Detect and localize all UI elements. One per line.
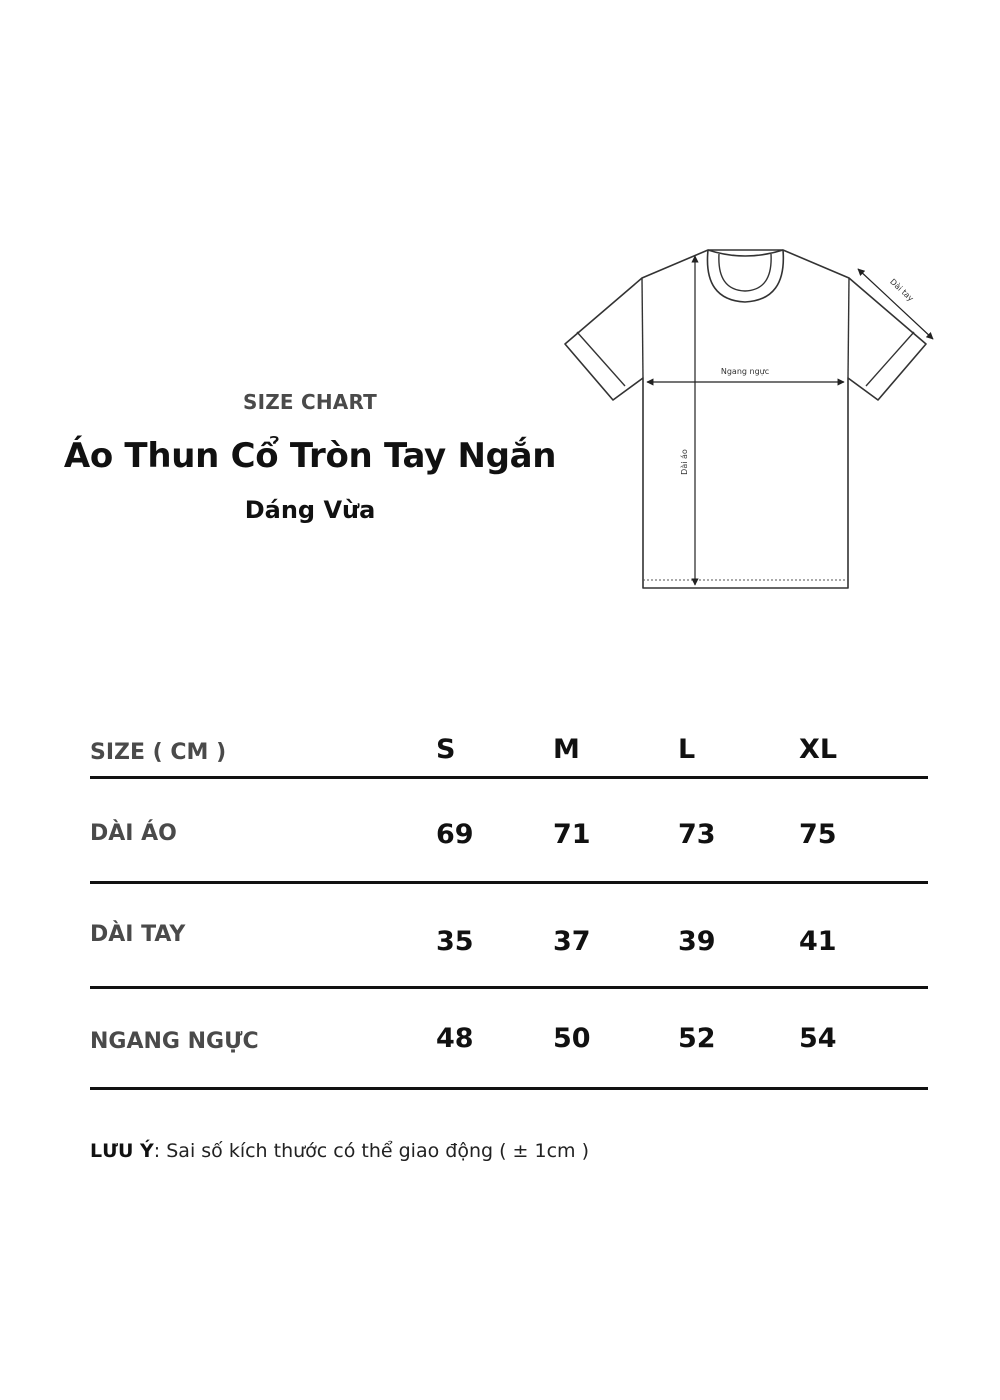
table-cell: 54 xyxy=(799,1023,837,1054)
table-cell: 50 xyxy=(553,1023,591,1054)
sleeve-measure-label: Dài tay xyxy=(888,277,916,304)
table-cell: 48 xyxy=(436,1023,474,1054)
table-cell: 52 xyxy=(678,1023,716,1054)
size-header-xl: XL xyxy=(799,734,838,765)
measurement-note xyxy=(90,1140,589,1162)
size-header-l: L xyxy=(678,734,696,765)
product-fit: Dáng Vừa xyxy=(244,496,376,524)
tshirt-measurement-diagram xyxy=(555,240,950,600)
table-row xyxy=(90,779,928,884)
table-cell: 41 xyxy=(799,926,837,957)
table-row xyxy=(90,884,928,989)
length-measure-label: Dài áo xyxy=(680,449,689,475)
chest-measure-label: Ngang ngực xyxy=(720,367,770,376)
table-cell: 69 xyxy=(436,819,474,850)
size-header-m: M xyxy=(553,734,580,765)
table-cell: 75 xyxy=(799,819,837,850)
row-label-chest: NGANG NGỰC xyxy=(90,1029,259,1054)
table-cell: 37 xyxy=(553,926,591,957)
size-header-s: S xyxy=(436,734,456,765)
size-chart-eyebrow: SIZE CHART xyxy=(242,390,377,414)
product-title: Áo Thun Cổ Tròn Tay Ngắn xyxy=(63,436,557,476)
row-label-sleeve: DÀI TAY xyxy=(90,922,186,947)
table-cell: 39 xyxy=(678,926,716,957)
size-unit-header: SIZE ( CM ) xyxy=(90,740,227,765)
note-label: LƯU Ý xyxy=(90,1140,154,1162)
table-cell: 71 xyxy=(553,819,591,850)
row-label-length: DÀI ÁO xyxy=(90,821,177,846)
table-header-row xyxy=(90,720,928,779)
note-text: : Sai số kích thước có thể giao động ( ± 1cm ) xyxy=(153,1140,589,1162)
table-cell: 73 xyxy=(678,819,716,850)
tshirt-outline-icon xyxy=(555,240,950,600)
table-row xyxy=(90,989,928,1090)
size-table xyxy=(90,720,928,1090)
table-cell: 35 xyxy=(436,926,474,957)
title-block xyxy=(40,390,580,524)
